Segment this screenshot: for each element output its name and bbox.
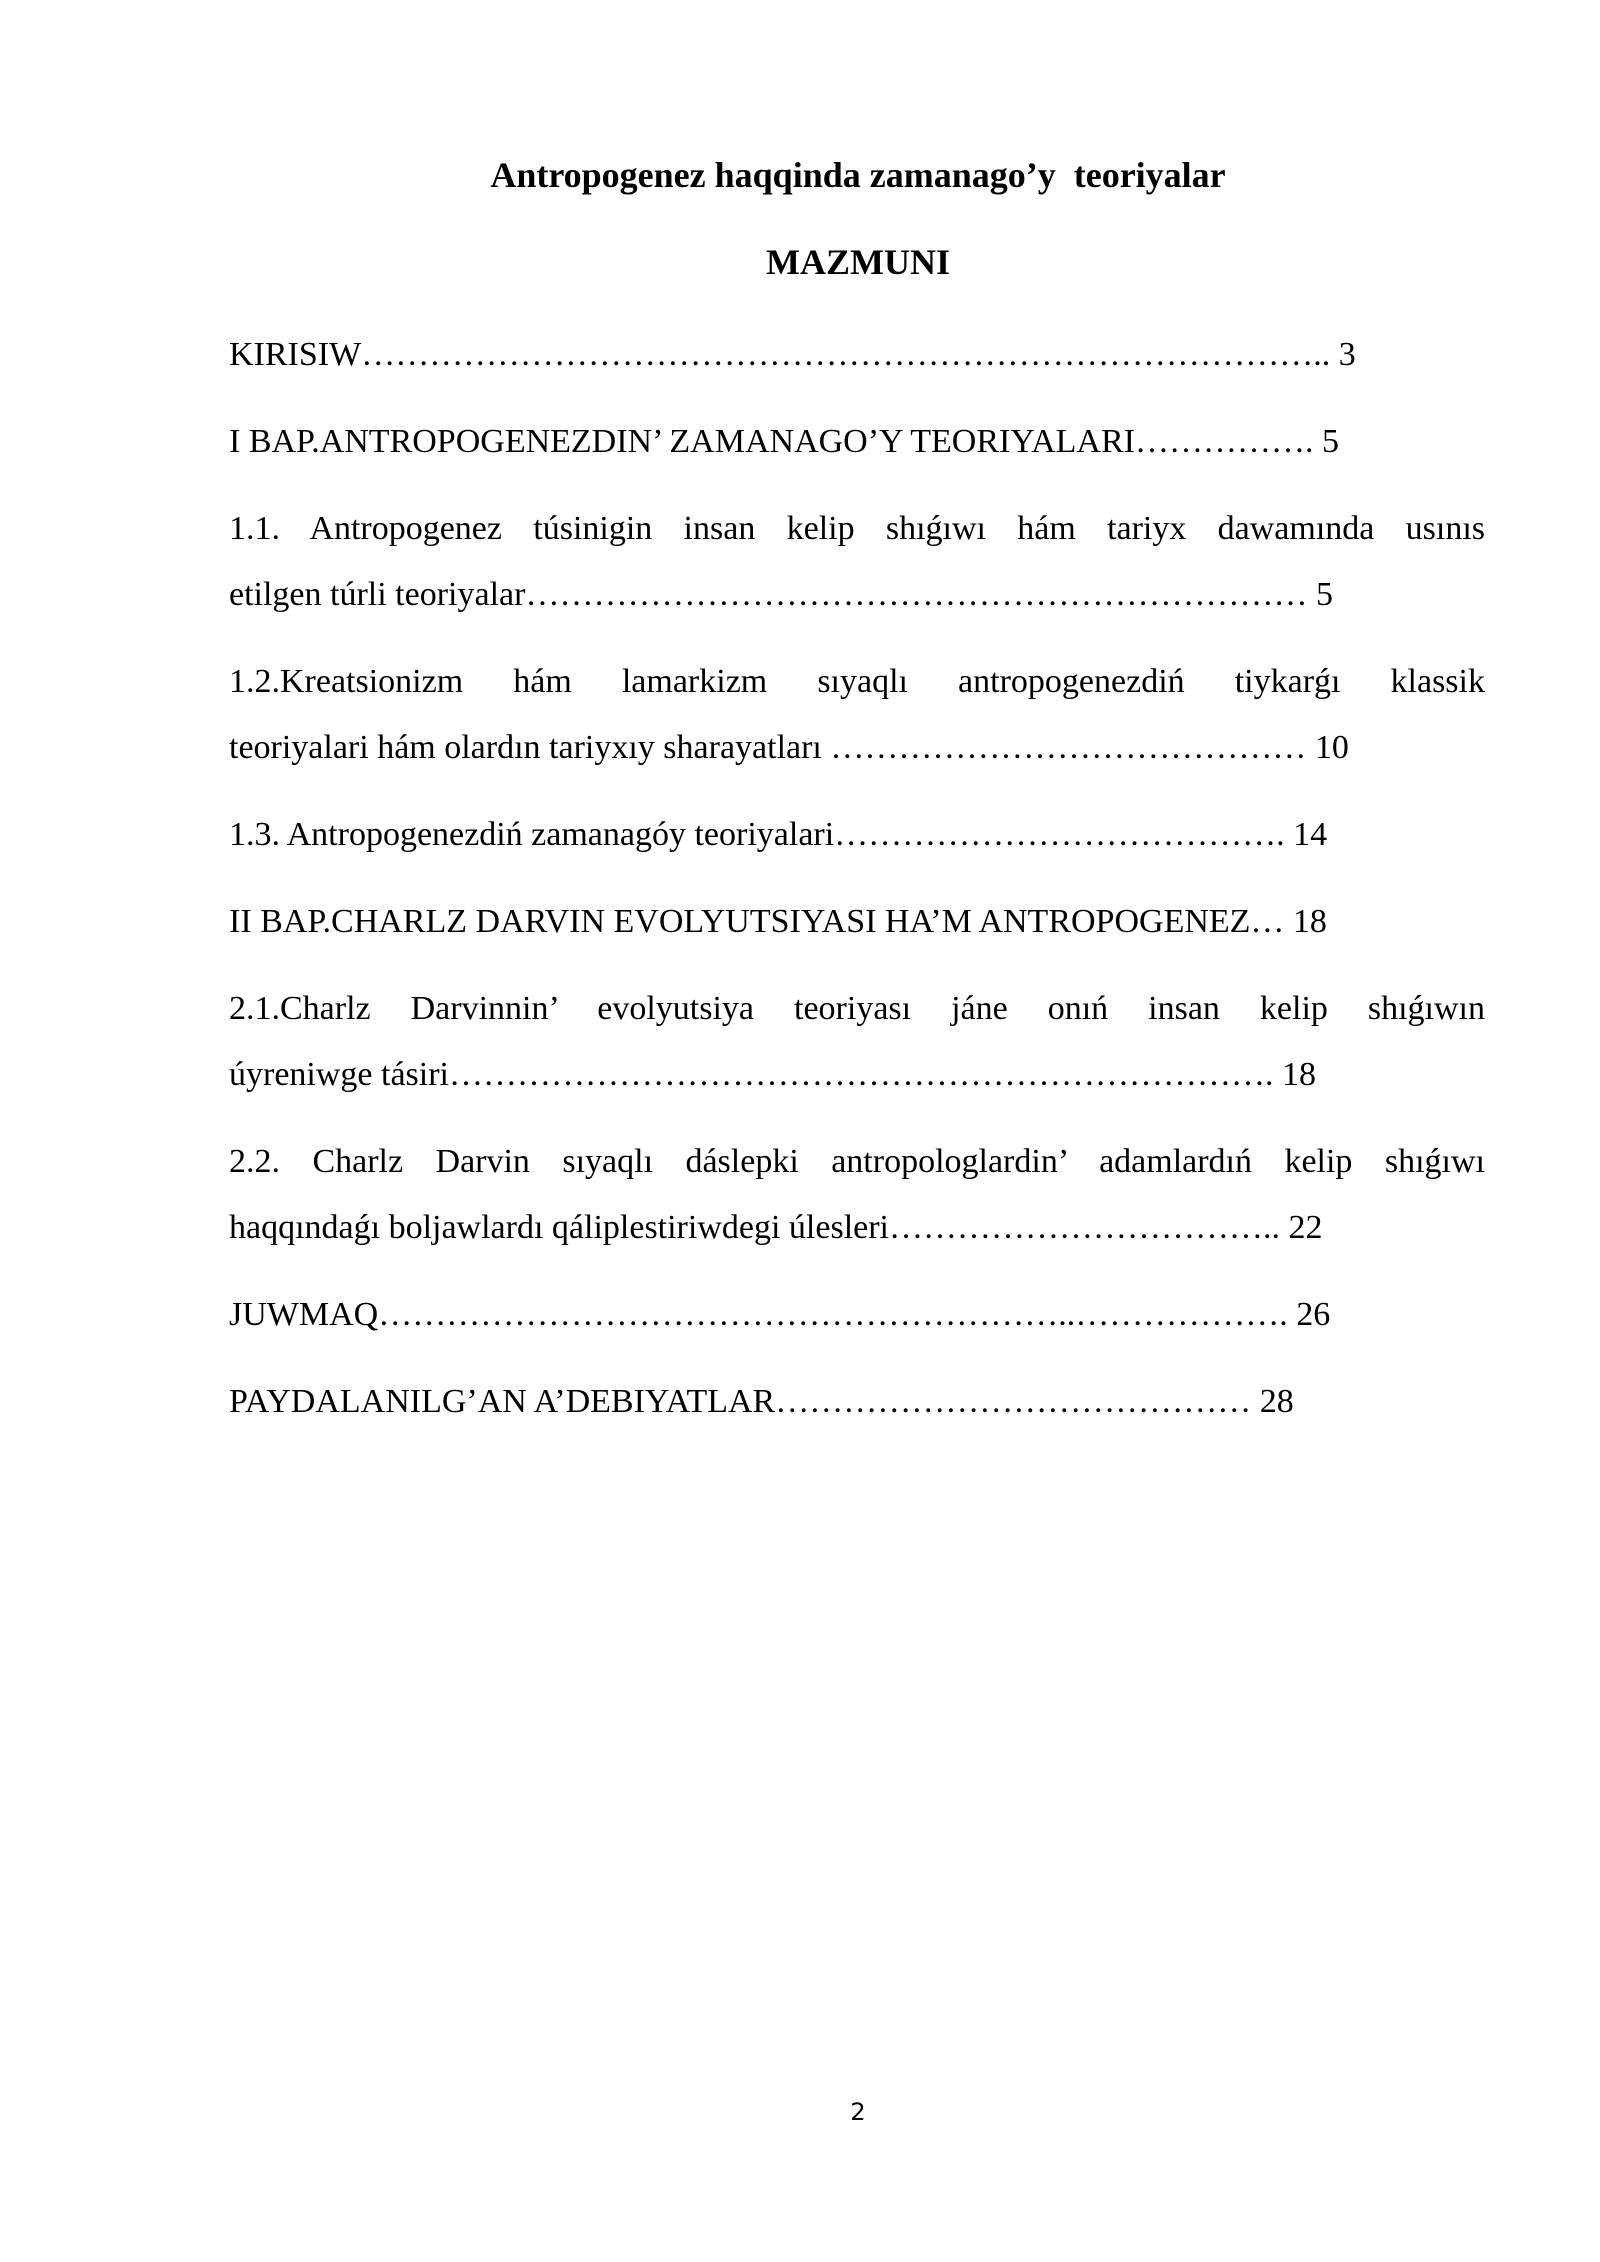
toc-entry-chapter-2 <box>229 889 1485 955</box>
toc-line: teoriyalari hám olardın tariyxıy sharayatları …………………………………… 10 <box>229 729 1349 766</box>
toc-line: PAYDALANILG’AN A’DEBIYATLAR…………………………………… 28 <box>229 1383 1294 1420</box>
toc-line: haqqındaǵı boljawlardı qáliplestiriwdegi úlesleri…………………………….. 22 <box>229 1209 1323 1246</box>
toc-line: etilgen túrli teoriyalar…………………………………………………………… 5 <box>229 576 1333 613</box>
toc-entry-1-1 <box>229 496 1485 628</box>
toc-entry-2-2 <box>229 1129 1485 1261</box>
toc-line: 2.2. Charlz Darvin sıyaqlı dáslepki antropologlardin’ adamlardıń kelip shıǵıwı <box>229 1143 1485 1180</box>
toc-line: JUWMAQ……………………………………………………..………………. 26 <box>229 1296 1331 1333</box>
page-number: 2 <box>850 2098 866 2126</box>
toc-entry-juwmaq <box>229 1282 1485 1348</box>
toc-line: 2.1.Charlz Darvinnin’ evolyutsiya teoriyası jáne onıń insan kelip shıǵıwın <box>229 990 1485 1027</box>
toc-entry-1-3 <box>229 802 1485 868</box>
toc-line: I BAP.ANTROPOGENEZDIN’ ZAMANAGO’Y TEORIYALARI……………. 5 <box>229 423 1339 460</box>
document-title: Antropogenez haqqinda zamanago’y teoriyalar <box>490 155 1226 195</box>
toc-line: 1.3. Antropogenezdiń zamanagóy teoriyalari…………………………………. 14 <box>229 816 1328 853</box>
table-of-contents <box>229 322 1485 1456</box>
toc-entry-kirisiw <box>229 322 1485 388</box>
toc-line: 1.2.Kreatsionizm hám lamarkizm sıyaqlı antropogenezdiń tiykarǵı klassik <box>229 663 1485 700</box>
toc-line: 1.1. Antropogenez túsinigin insan kelip shıǵıwı hám tariyx dawamında usınıs <box>229 510 1485 547</box>
toc-line: úyreniwge tásiri………………………………………………………………. 18 <box>229 1056 1316 1093</box>
toc-entry-1-2 <box>229 649 1485 781</box>
contents-heading: MAZMUNI <box>766 242 950 282</box>
toc-entry-2-1 <box>229 976 1485 1108</box>
toc-entry-references <box>229 1369 1485 1435</box>
toc-line: KIRISIW………………………………………………………………………….. 3 <box>229 336 1356 373</box>
toc-entry-chapter-1 <box>229 409 1485 475</box>
toc-line: II BAP.CHARLZ DARVIN EVOLYUTSIYASI HA’M ANTROPOGENEZ… 18 <box>229 903 1327 940</box>
